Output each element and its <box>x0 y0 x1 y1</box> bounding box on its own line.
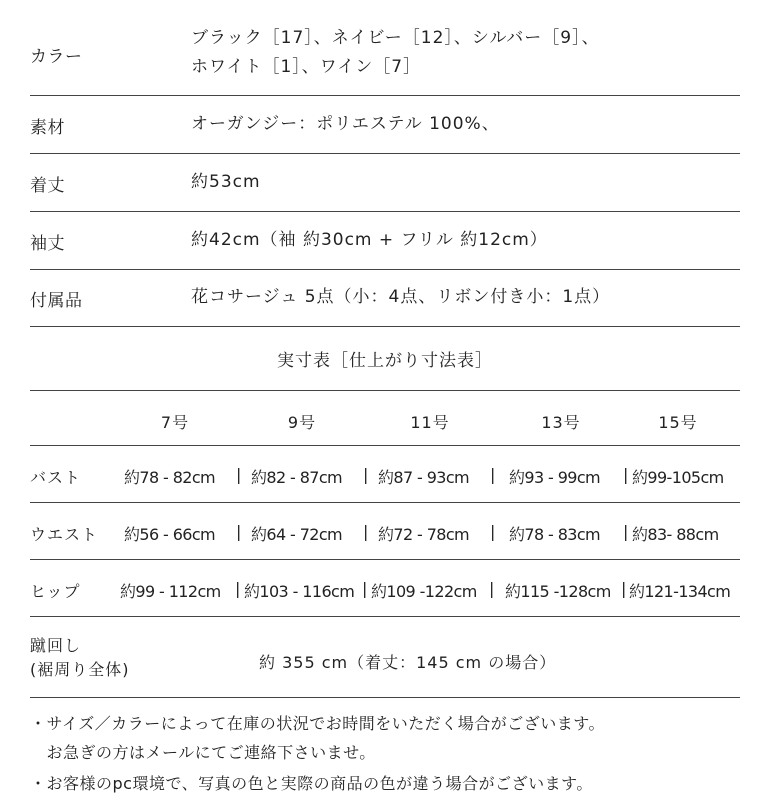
spec-value-color-line2: ホワイト［1］、ワイン［7］ <box>191 57 422 77</box>
divider <box>30 616 740 617</box>
spec-row-sleeve <box>30 212 740 270</box>
row-label-hip: ヒップ <box>30 582 81 601</box>
table-cell: 約56 - 66cm <box>124 525 216 544</box>
row-label-waist: ウエスト <box>30 525 99 544</box>
cell-separator: | <box>489 579 495 598</box>
table-cell: 約87 - 93cm <box>378 468 470 487</box>
cell-separator: | <box>623 465 629 484</box>
hem-value: 約 355 cm（着丈：145 cm の場合） <box>259 653 557 672</box>
table-cell: 約82 - 87cm <box>251 468 343 487</box>
spec-label-sleeve: 袖丈 <box>30 234 65 254</box>
table-cell: 約103 - 116cm <box>244 582 355 601</box>
table-cell: 約78 - 82cm <box>124 468 216 487</box>
table-cell: 約115 -128cm <box>505 582 611 601</box>
note-stock: ・サイズ／カラーによって在庫の状況でお時間をいただく場合がございます。 <box>30 714 605 733</box>
spec-label-accessories: 付属品 <box>30 291 83 311</box>
cell-separator: | <box>490 465 496 484</box>
row-label-hem: 蹴回し <box>30 636 82 655</box>
table-cell: 約99 - 112cm <box>120 582 221 601</box>
table-cell: 約78 - 83cm <box>509 525 601 544</box>
note-color: ・お客様のpc環境で、写真の色と実際の商品の色が違う場合がございます。 <box>30 774 593 793</box>
cell-separator: | <box>236 465 242 484</box>
table-cell: 約72 - 78cm <box>378 525 470 544</box>
spec-label-material: 素材 <box>30 118 65 138</box>
divider <box>30 697 740 698</box>
spec-value-material: オーガンジー：ポリエステル 100%、 <box>191 114 500 134</box>
note-contact: お急ぎの方はメールにてご連絡下さいませ。 <box>30 743 376 762</box>
cell-separator: | <box>621 579 627 598</box>
spec-row-accessories <box>30 270 740 327</box>
spec-value-sleeve: 約42cm（袖 約30cm + フリル 約12cm） <box>191 230 548 250</box>
table-cell: 約83- 88cm <box>632 525 719 544</box>
row-label-hem-sub: (裾周り全体) <box>30 660 130 679</box>
cell-separator: | <box>363 522 369 541</box>
spec-label-color: カラー <box>30 47 83 67</box>
divider <box>30 559 740 560</box>
cell-separator: | <box>490 522 496 541</box>
spec-label-length: 着丈 <box>30 176 65 196</box>
spec-value-accessories: 花コサージュ 5点（小：4点、リボン付き小：1点） <box>191 287 611 307</box>
spec-value-color-line1: ブラック［17］、ネイビー［12］、シルバー［9］、 <box>191 28 600 48</box>
table-cell: 約109 -122cm <box>371 582 477 601</box>
column-header-9: 9号 <box>287 413 317 432</box>
spec-row-material <box>30 96 740 154</box>
spec-value-length: 約53cm <box>191 172 261 192</box>
divider <box>30 445 740 446</box>
column-header-15: 15号 <box>658 413 698 432</box>
cell-separator: | <box>236 522 242 541</box>
cell-separator: | <box>235 579 241 598</box>
size-table-title: 実寸表［仕上がり寸法表］ <box>277 351 493 371</box>
cell-separator: | <box>362 579 368 598</box>
table-cell: 約121-134cm <box>629 582 731 601</box>
row-label-bust: バスト <box>30 468 82 487</box>
table-cell: 約93 - 99cm <box>509 468 601 487</box>
table-cell: 約99-105cm <box>632 468 724 487</box>
column-header-7: 7号 <box>160 413 190 432</box>
divider <box>30 390 740 391</box>
column-header-13: 13号 <box>541 413 581 432</box>
spec-row-length <box>30 154 740 212</box>
cell-separator: | <box>363 465 369 484</box>
table-cell: 約64 - 72cm <box>251 525 343 544</box>
divider <box>30 502 740 503</box>
cell-separator: | <box>623 522 629 541</box>
spec-row-color <box>30 18 740 96</box>
column-header-11: 11号 <box>410 413 450 432</box>
